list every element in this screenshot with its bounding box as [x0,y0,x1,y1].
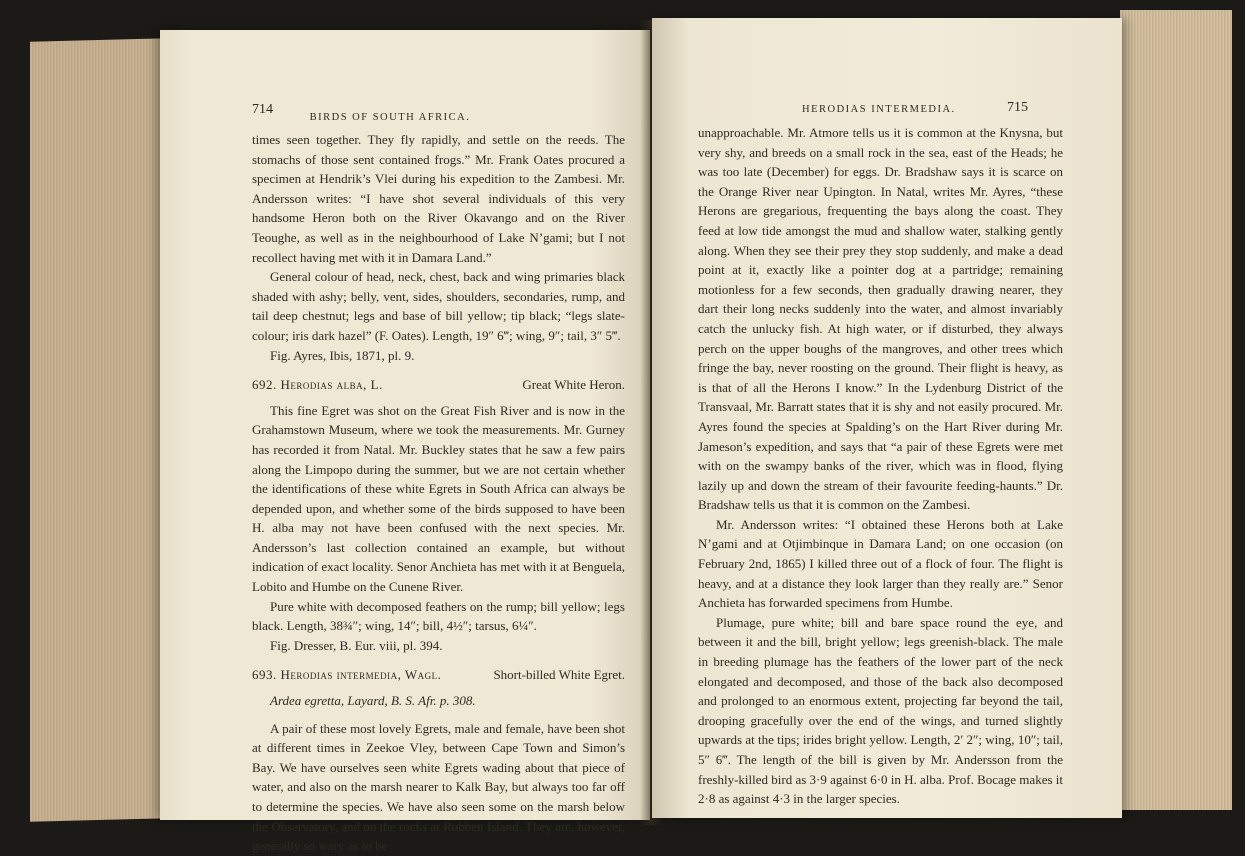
species-heading [252,375,625,395]
species-heading [252,665,625,685]
species-name: 692. Herodias alba, L. [252,377,383,393]
right-page-text [698,123,1063,809]
page-number: 714 [252,102,273,117]
paragraph: This fine Egret was shot on the Great Fish River and is now in the Grahamstown Museum, where we took the measurements. Mr. Gurney has recorded it from Natal. Mr. Buckley states that he saw a few pairs along the Limpopo during the summer, but we are not certain whether the identifications of these white Egrets in South Africa can always be depended upon, and whether some of the birds supposed to have been H. alba may not have been confused with the next species. Mr. Andersson’s last collection contained an example, but without indication of exact locality. Senor Anchieta has met with it at Benguela, Lobito and Humbe on the Cunene River. [252,402,625,595]
synonym: Ardea egretta, Layard, B. S. Afr. p. 308. [270,693,476,709]
figure-reference: Fig. Dresser, B. Eur. viii, pl. 394. [270,637,443,653]
paragraph: Plumage, pure white; bill and bare space round the eye, and between it and the bill, bright yellow; legs greenish-black. The male in breeding plumage has the feathers of the lower part of the neck elongated and decomposed, and those of the back also decomposed and prolonged to an enormous extent, projecting far beyond the tail, drooping gracefully over the end of the wings, and turned slightly upwards at the tips; irides bright yellow. Length, 2′ 2″; wing, 10″; tail, 5″ 6‴. The length of the bill is given by Mr. Andersson from the freshly-killed bird as 3·9 against 6·0 in H. alba. Prof. Bocage makes it 2·8 as against 4·3 in the larger species. [698,614,1063,807]
species-name: 693. Herodias intermedia, Wagl. [252,667,442,683]
paragraph: Mr. Andersson writes: “I obtained these Herons both at Lake N’gami and at Otjimbinque in Damara Land; on one occasion (on February 2nd, 1865) I killed three out of a flock of four. The flight is heavy, and at a distance they look larger than they really are.” Senor Anchieta has forwarded specimens from Humbe. [698,516,1063,611]
running-title: HERODIAS INTERMEDIA. [802,104,956,115]
species-common-name: Great White Heron. [522,377,625,393]
page-number: 715 [1007,100,1028,115]
left-page-text [252,130,625,856]
right-page [652,18,1122,818]
paragraph: Pure white with decomposed feathers on the rump; bill yellow; legs black. Length, 38¾″; wing, 14″; bill, 4½″; tarsus, 6¼″. [252,598,625,634]
species-common-name: Short-billed White Egret. [493,667,625,683]
page-edges-left [30,38,168,822]
figure-reference: Fig. Ayres, Ibis, 1871, pl. 9. [270,347,415,363]
paragraph: General colour of head, neck, chest, back and wing primaries black shaded with ashy; belly, vent, sides, shoulders, secondaries, rump, and tail deep chestnut; legs and base of bill yellow; tip black; “legs slate-colour; iris dark hazel” (F. Oates). Length, 19″ 6‴; wing, 9″; tail, 3″ 5‴. [252,269,625,343]
paragraph: times seen together. They fly rapidly, and settle on the reeds. The stomachs of those sent contained frogs.” Mr. Frank Oates procured a specimen at Hendrik’s Vlei during his expedition to the Zambesi. Mr. Andersson writes: “I have shot several individuals of this very handsome Heron both on the River Okavango and on the River Teoughe, as well as in the neighbourhood of Lake N’gami; but I not recollect having met with it in Damara Land.” [252,132,625,265]
running-title: BIRDS OF SOUTH AFRICA. [309,112,471,123]
page-edges-right [1120,10,1232,810]
left-page [160,30,650,854]
paragraph: A pair of these most lovely Egrets, male and female, have been shot at different times in Zeekoe Vley, between Cape Town and Simon’s Bay. We have ourselves seen white Egrets wading about that piece of water, and also on the marsh nearer to Kalk Bay, but always too far off to determine the species. We have also seen some on the marsh below the Observatory, and on the rocks at Robben Island. They are, however, generally so wary as to be [252,720,625,854]
paragraph: unapproachable. Mr. Atmore tells us it is common at the Knysna, but very shy, and breeds on a small rock in the sea, east of the Heads; he was too late (December) for eggs. Dr. Bradshaw says it is scarce on the Orange River near Upington. In Natal, writes Mr. Ayres, “these Herons are gregarious, frequenting the bays along the coast. They feed at low tide amongst the mud and shallow water, stalking gently along. When they see their prey they stop suddenly, and make a dead point at it, exactly like a pointer dog at a partridge; remaining motionless for a few seconds, then gradually drawing nearer, they dart their long necks suddenly into the water, and almost invariably catch the unlucky fish. At high water, or if disturbed, they always perch on the upper boughs of the mangroves, and other trees which fringe the bay, never roosting on the ground. Their flight is heavy, as is that of all the Herons I know.” In the Lydenburg District of the Transvaal, Mr. Barratt states that it is shy and not easily procured. Mr. Ayres found the species at Spalding’s on the Hart River during Mr. Jameson’s expedition, and says that “a pair of these Egrets were met with on the swampy banks of the river, which was in flood, flying lazily up and down the stream of their favourite feeding-haunts.” Dr. Bradshaw tells us that it is common on the Zambesi. [698,125,1063,513]
